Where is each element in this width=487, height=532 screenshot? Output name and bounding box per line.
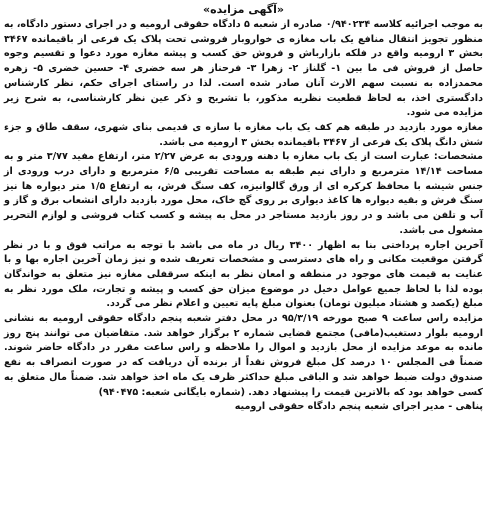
notice-paragraph-terms: مزایده راس ساعت ۹ صبح مورخه ۹۵/۳/۱۹ در محل دفتر شعبه پنجم دادگاه حقوقی ارومیه به نشانی ارومیه بلوار دستغیب(مافی) مجتمع قضایی شماره ۲ برگزار خواهد شد. متقاضیان می توانند پنج روز مانده به موعد مزایده از محل بازدید و اموال را ملاحظه و راس ساعت مقرر در دادگاه حاضر شوند. ضمناً فی المجلس ۱۰ درصد کل مبلغ فروش نقداً از برنده آن دریافت که در صورت انصراف به نفع صندوق دولت ضبط خواهد شد و الباقی مبلغ حداکثر ظرف یک ماه اخذ خواهد شد. ضمناً مال متعلق به کسی خواهد بود که بالاترین قیمت را پیشنهاد دهد. (شماره بایگانی شعبه: ۹۴۰۴۷۵)	[4, 313, 484, 398]
notice-signature: پناهی - مدیر اجرای شعبه پنجم دادگاه حقوقی ارومیه	[234, 401, 483, 413]
notice-paragraph-shop: مغازه مورد بازدید در طبقه هم کف یک باب مغازه با سازه ی قدیمی بنای شهری، سقف طاق و جزء شش دانگ پلاک یک فرعی از ۳۴۶۷ باقیمانده بخش ۳ ارومیه می باشد.	[4, 121, 483, 148]
notice-paragraph-valuation: آخرین اجاره پرداختی بنا به اظهار ۳۴۰۰ ریال در ماه می باشد با توجه به مراتب فوق و با در نظر گرفتن موقعیت مکانی و راه های دسترسی و مشخصات تعریف شده و نیز زمان آخرین اجاره بها و با عنایت به قیمت های موجود در منطقه و امعان نظر به اینکه سرقفلی مغازه نیز متعلق به خواندگان بوده لذا با لحاظ جمیع عوامل دخیل در موضوع میزان حق کسب و پیشه و تجارت، ملک مورد نظر به مبلغ (یکصد و هشتاد میلیون تومان) بعنوان مبلغ پایه تعیین و اعلام نظر می گردد.	[4, 239, 483, 310]
notice-title: «آگهی مزایده»	[202, 3, 284, 16]
auction-notice	[4, 2, 483, 415]
notice-paragraph-specs: مشخصات: عبارت است از یک باب مغازه با دهنه ورودی به عرض ۲/۲۷ متر، ارتفاع مفید ۳/۷۷ متر و به مساحت ۱۴/۱۴ مترمربع و دارای نیم طبقه به مساحت تقریبی ۶/۵ مترمربع و دارای درب ورودی از جنس شیشه با محافظ کرکره ای از ورق گالوانیزه، کف سنگ فرش، به ارتفاع ۱/۵ متر دیواره ها نیز سنگ فرش و بقیه دیواره ها کاغذ دیواری بر روی گچ خاک، محل مورد بازدید دارای انشعاب برق و گاز و آب و تلفن می باشد و در روز بازدید مستاجر در محل به پیشه و کسب کتاب فروشی و لوازم التحریر مشغول می باشد.	[4, 151, 484, 236]
notice-paragraph-intro: به موجب اجرائیه کلاسه ۰/۹۴۰۲۳۴ صادره از شعبه ۵ دادگاه حقوقی ارومیه و در اجرای دستور دادگاه، به منظور تجویز انتقال منافع یک باب مغازه ی خواروبار فروشی تحت پلاک یک فرعی از باقیمانده ۳۴۶۷ بخش ۳ ارومیه واقع در فلکه بازارباش و فروش حق کسب و پیشه مغازه مورد دعوا و تقسیم وجوه حاصل از فروش فی ما بین ۱- گلناز ۲- زهرا ۳- فرحناز هر سه خضری ۴- حسین خضری ۵- زهره محمدزاده به نسبت سهم الارث آنان صادر شده است. لذا در راستای اجرای حکم، نظر کارشناس دادگستری اخذ، به لحاظ قطعیت نظریه مذکور، با تشریح و ذکر عین نظر کارشناسی، به شرح زیر مزایده می شود.	[4, 19, 484, 119]
